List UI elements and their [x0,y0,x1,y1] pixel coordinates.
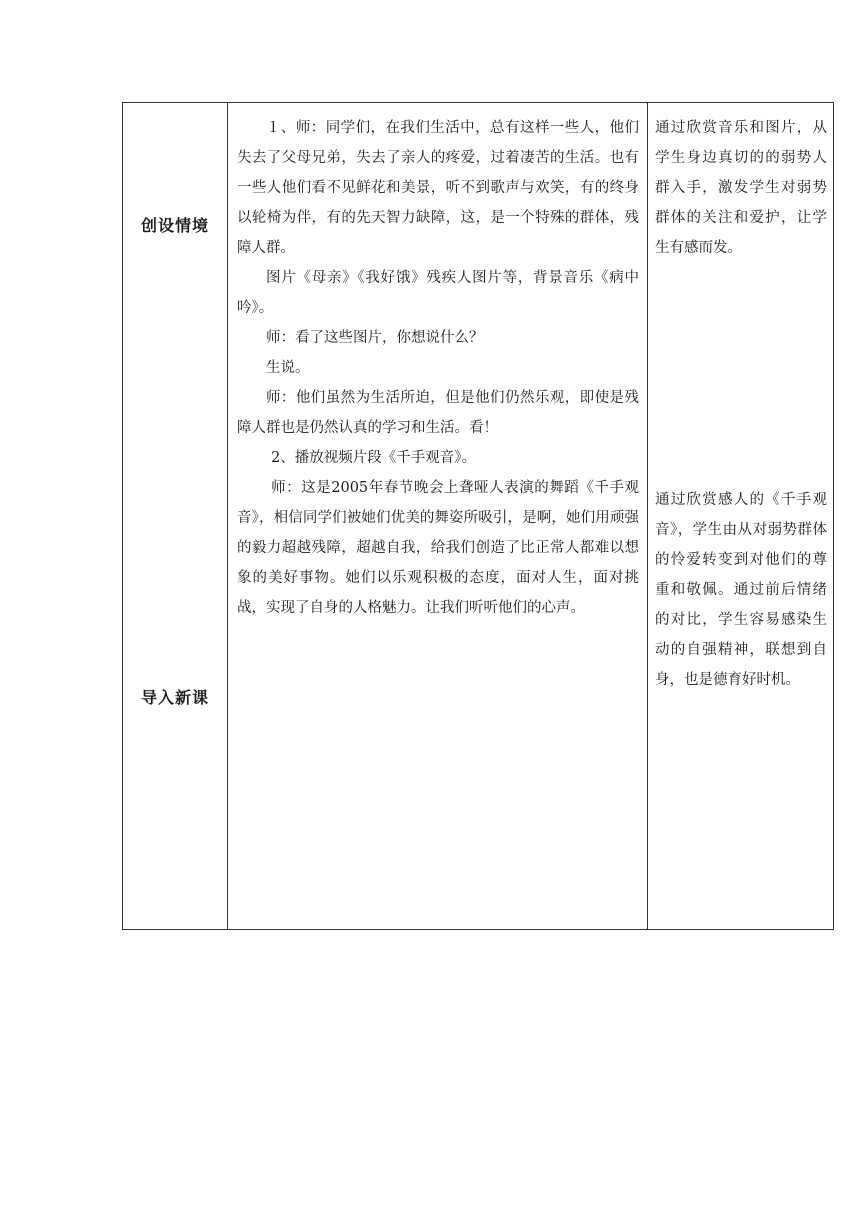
design-intent-note [655,113,827,263]
process-paragraph: 师：这是2005年春节晚会上聋哑人表演的舞蹈《千手观音》，相信同学们被她们优美的舞姿所吸引，是啊，她们用顽强的毅力超越残障，超越自我，给我们创造了比正常人都难以想象的美好事物。她们以乐观积极的态度，面对人生，面对挑战，实现了自身的人格魅力。让我们听听他们的心声。 [237,480,639,616]
process-paragraph: 图片《母亲》《我好饿》残疾人图片等，背景音乐《病中吟》。 [237,270,639,316]
column-divider [647,103,648,929]
process-paragraph: 师：看了这些图片，你想说什么？ [266,330,484,346]
row-label-introduce-lesson: 导入新课 [140,688,209,707]
note-text: 通过欣赏音乐和图片，从学生身边真切的的弱势人群入手，激发学生对弱势群体的关注和爱护，让学生有感而发。 [655,120,827,256]
row-label-create-situation: 创设情境 [140,216,209,235]
process-paragraph: １、师：同学们，在我们生活中，总有这样一些人，他们失去了父母兄弟，失去了亲人的疼爱，过着凄苦的生活。也有一些人他们看不见鲜花和美景，听不到歌声与欢笑，有的终身以轮椅为伴，有的先天智力缺障，这，是一个特殊的群体，残障人群。 [237,120,639,256]
process-paragraph: 生说。 [266,360,310,376]
design-intent-note [655,485,827,695]
column-divider [227,103,228,929]
note-text: 通过欣赏感人的《千手观音》，学生由从对弱势群体的怜爱转变到对他们的尊重和敬佩。通过前后情绪的对比，学生容易感染生动的自强精神，联想到自身，也是德育好时机。 [655,492,827,688]
process-paragraph: 师：他们虽然为生活所迫，但是他们仍然乐观，即使是残障人群也是仍然认真的学习和生活。看！ [237,390,639,436]
teaching-process-text [237,113,639,623]
lesson-plan-table [122,102,834,930]
process-paragraph: 2、播放视频片段《千手观音》。 [271,450,477,466]
